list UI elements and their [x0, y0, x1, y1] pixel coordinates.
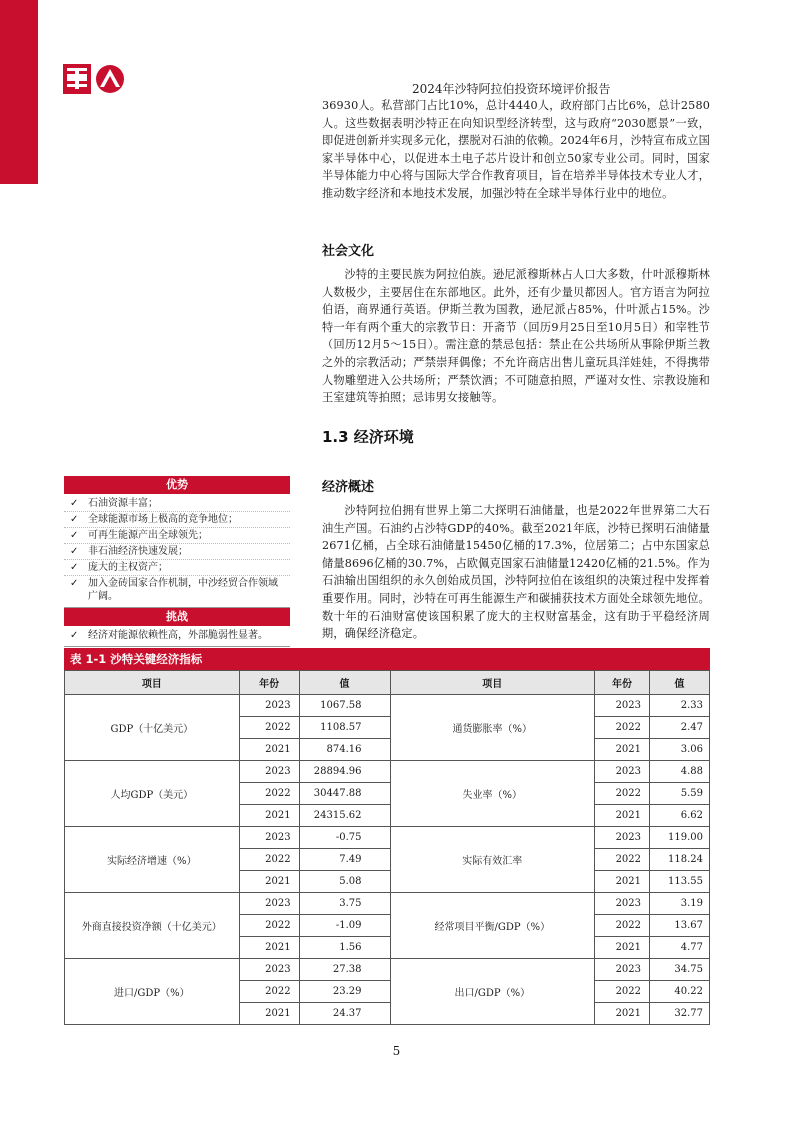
year-cell: 2021 — [595, 739, 650, 761]
value-cell: 5.08 — [299, 871, 390, 893]
check-icon: ✓ — [70, 578, 79, 589]
section-heading: 1.3 经济环境 — [322, 428, 414, 446]
value-cell: 13.67 — [650, 915, 710, 937]
table-row — [65, 893, 710, 915]
overview-heading: 经济概述 — [322, 480, 375, 495]
key-indicators-table — [64, 670, 710, 1025]
year-cell: 2021 — [239, 871, 299, 893]
value-cell: 23.29 — [299, 981, 390, 1003]
value-cell: 2.47 — [650, 717, 710, 739]
year-cell: 2022 — [595, 783, 650, 805]
column-header: 值 — [299, 671, 390, 695]
year-cell: 2023 — [595, 893, 650, 915]
challenges-list — [64, 626, 290, 647]
page-number: 5 — [392, 1044, 401, 1058]
strength-item: ✓ 加入金砖国家合作机制，中沙经贸合作领域广阔。 — [70, 578, 278, 602]
value-cell: 28894.96 — [299, 761, 390, 783]
value-cell: 4.77 — [650, 937, 710, 959]
value-cell: 24.37 — [299, 1003, 390, 1025]
swot-sidebar — [64, 476, 290, 647]
year-cell: 2022 — [239, 717, 299, 739]
indicator-label: 出口/GDP（%） — [390, 959, 595, 1025]
value-cell: 4.88 — [650, 761, 710, 783]
indicator-label: 实际有效汇率 — [390, 827, 595, 893]
year-cell: 2022 — [595, 915, 650, 937]
check-icon: ✓ — [70, 514, 79, 525]
strength-item: ✓ 可再生能源产出全球领先； — [64, 528, 290, 544]
year-cell: 2022 — [239, 981, 299, 1003]
value-cell: 5.59 — [650, 783, 710, 805]
value-cell: 3.19 — [650, 893, 710, 915]
year-cell: 2021 — [595, 805, 650, 827]
check-icon: ✓ — [70, 546, 79, 557]
year-cell: 2022 — [239, 915, 299, 937]
year-cell: 2022 — [239, 783, 299, 805]
column-header: 项目 — [65, 671, 240, 695]
year-cell: 2021 — [239, 937, 299, 959]
value-cell: 113.55 — [650, 871, 710, 893]
table-row — [65, 827, 710, 849]
value-cell: -0.75 — [299, 827, 390, 849]
red-edge-bar — [0, 0, 38, 184]
check-icon: ✓ — [70, 562, 79, 573]
column-header: 值 — [650, 671, 710, 695]
intro-block — [322, 97, 710, 203]
indicator-label: 经常项目平衡/GDP（%） — [390, 893, 595, 959]
indicator-label: GDP（十亿美元） — [65, 695, 240, 761]
year-cell: 2023 — [239, 959, 299, 981]
year-cell: 2023 — [239, 761, 299, 783]
value-cell: 34.75 — [650, 959, 710, 981]
table-caption: 表 1-1 沙特关键经济指标 — [64, 648, 710, 670]
value-cell: 2.33 — [650, 695, 710, 717]
culture-heading: 社会文化 — [322, 244, 375, 259]
strength-item: ✓ 庞大的主权资产； — [64, 560, 290, 576]
value-cell: -1.09 — [299, 915, 390, 937]
challenges-header: 挑战 — [64, 608, 290, 626]
year-cell: 2021 — [239, 1003, 299, 1025]
value-cell: 6.62 — [650, 805, 710, 827]
year-cell: 2023 — [595, 959, 650, 981]
value-cell: 874.16 — [299, 739, 390, 761]
value-cell: 30447.88 — [299, 783, 390, 805]
year-cell: 2021 — [595, 871, 650, 893]
table-header-row — [65, 671, 710, 695]
table-row — [65, 959, 710, 981]
intro-paragraph: 36930人。私营部门占比10%，总计4440人，政府部门占比6%，总计2580人。这些数据表明沙特正在向知识型经济转型，这与政府“2030愿景”一致，即促进创新并实现多元化，摆脱对石油的依赖。2024年6月，沙特宣布成立国家半导体中心，以促进本土电子芯片设计和创立50家专业公司。同时，国家半导体能力中心将与国际大学合作教育项目，旨在培养半导体技术专业人才，推动数字经济和本地技术发展，加强沙特在全球半导体行业中的地位。 — [322, 99, 710, 200]
check-icon: ✓ — [70, 530, 79, 541]
challenge-item: ✓ 经济对能源依赖性高，外部脆弱性显著。 — [70, 630, 268, 641]
column-header: 年份 — [595, 671, 650, 695]
value-cell: 40.22 — [650, 981, 710, 1003]
value-cell: 3.06 — [650, 739, 710, 761]
culture-block — [322, 266, 710, 407]
value-cell: 118.24 — [650, 849, 710, 871]
overview-paragraph: 沙特阿拉伯拥有世界上第二大探明石油储量，也是2022年世界第二大石油生产国。石油约占沙特GDP的40%。截至2021年底，沙特已探明石油储量2671亿桶，占全球石油储量15450亿桶的17.3%，位居第二；占中东国家总储量8696亿桶的30.7%，占欧佩克国家石油储量12420亿桶的21.5%。作为石油输出国组织的永久创始成员国，沙特阿拉伯在该组织的决策过程中发挥着重要作用。同时，沙特在可再生能源生产和碳捕获技术方面处全球领先地位。数十年的石油财富使该国积累了庞大的主权财富基金，这有助于平稳经济周期，确保经济稳定。 — [322, 504, 710, 641]
year-cell: 2022 — [595, 849, 650, 871]
year-cell: 2023 — [239, 827, 299, 849]
strength-item: ✓ 全球能源市场上极高的竞争地位； — [64, 512, 290, 528]
year-cell: 2023 — [239, 695, 299, 717]
value-cell: 24315.62 — [299, 805, 390, 827]
strengths-list — [64, 494, 290, 608]
strengths-header: 优势 — [64, 476, 290, 494]
year-cell: 2023 — [595, 695, 650, 717]
value-cell: 32.77 — [650, 1003, 710, 1025]
indicator-label: 失业率（%） — [390, 761, 595, 827]
indicator-label: 通货膨胀率（%） — [390, 695, 595, 761]
year-cell: 2023 — [595, 827, 650, 849]
value-cell: 1108.57 — [299, 717, 390, 739]
indicator-label: 实际经济增速（%） — [65, 827, 240, 893]
value-cell: 1.56 — [299, 937, 390, 959]
column-header: 项目 — [390, 671, 595, 695]
check-icon: ✓ — [70, 498, 79, 509]
indicator-label: 人均GDP（美元） — [65, 761, 240, 827]
table-row — [65, 761, 710, 783]
column-header: 年份 — [239, 671, 299, 695]
publisher-logo — [62, 62, 132, 98]
value-cell: 7.49 — [299, 849, 390, 871]
year-cell: 2022 — [595, 981, 650, 1003]
year-cell: 2023 — [595, 761, 650, 783]
value-cell: 1067.58 — [299, 695, 390, 717]
indicator-label: 外商直接投资净额（十亿美元） — [65, 893, 240, 959]
value-cell: 119.00 — [650, 827, 710, 849]
year-cell: 2023 — [239, 893, 299, 915]
culture-paragraph: 沙特的主要民族为阿拉伯族。逊尼派穆斯林占人口大多数，什叶派穆斯林人数极少，主要居住在东部地区。此外，还有少量贝都因人。官方语言为阿拉伯语，商界通行英语。伊斯兰教为国教，逊尼派占85%，什叶派占15%。沙特一年有两个重大的宗教节日：开斋节（回历9月25日至10月5日）和宰牲节（回历12月5～15日）。需注意的禁忌包括：禁止在公共场所从事除伊斯兰教之外的宗教活动；严禁崇拜偶像；不允许商店出售儿童玩具洋娃娃，不得携带人物雕塑进入公共场所；严禁饮酒；不可随意拍照，严谨对女性、宗教设施和王室建筑等拍照；忌讳男女接触等。 — [322, 268, 710, 405]
year-cell: 2021 — [239, 805, 299, 827]
year-cell: 2021 — [595, 1003, 650, 1025]
strength-item: ✓ 非石油经济快速发展； — [64, 544, 290, 560]
strength-item: ✓ 石油资源丰富； — [64, 496, 290, 512]
year-cell: 2022 — [595, 717, 650, 739]
check-icon: ✓ — [70, 630, 79, 641]
value-cell: 3.75 — [299, 893, 390, 915]
year-cell: 2021 — [239, 739, 299, 761]
running-header: 2024年沙特阿拉伯投资环境评价报告 — [412, 82, 611, 96]
year-cell: 2021 — [595, 937, 650, 959]
table-body — [65, 695, 710, 1025]
indicator-label: 进口/GDP（%） — [65, 959, 240, 1025]
value-cell: 27.38 — [299, 959, 390, 981]
year-cell: 2022 — [239, 849, 299, 871]
table-row — [65, 695, 710, 717]
overview-block — [322, 502, 710, 643]
